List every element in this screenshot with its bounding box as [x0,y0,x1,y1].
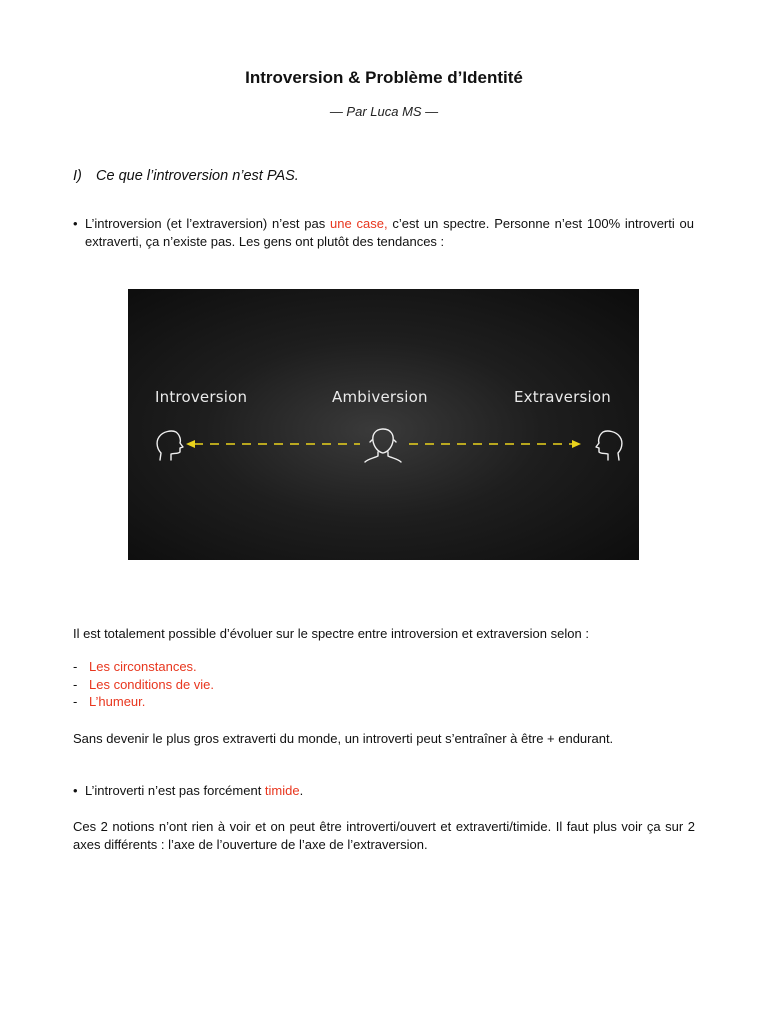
bullet-text-end: . [299,783,304,798]
list-item-label: Les conditions de vie. [89,676,215,692]
list-item-label: Les circonstances. [89,659,197,674]
paragraph-axes: Ces 2 notions n’ont rien à voir et on peut être introverti/ouvert et extraverti/timide. Il faut plus voir ça sur 2 axes différents : l’axe de l’ouverture de l’axe de l’extraversion. [73,819,695,852]
highlight-timide: timide [264,783,300,798]
figure-label-extraversion: Extraversion [514,388,611,406]
section-title: Ce que l’introversion n’est PAS. [96,168,299,184]
figure-label-introversion: Introversion [155,388,248,406]
list-marker: - [73,694,78,709]
bullet-paragraph-timide [73,782,694,800]
spectrum-dashed-arrow [186,440,581,448]
head-profile-left-icon [157,431,183,460]
document-title: Introversion & Problème d’Identité [245,68,523,87]
bullet-text-end: c’est un spectre. Personne n’est 100% introverti ou extraverti, ça n’existe pas. Les gens ont plutôt des tendances : [85,216,695,249]
head-front-icon [365,429,401,462]
paragraph-evolve: Il est totalement possible d’évoluer sur le spectre entre introversion et extraversion selon : [73,626,589,641]
highlight-une-case: une case, [330,216,388,231]
section-heading [73,168,299,184]
spectrum-arrow-graphic [128,289,639,560]
paragraph-endurance: Sans devenir le plus gros extraverti du monde, un introverti peut s’entraîner à être + endurant. [73,731,614,746]
section-number: I) [73,168,82,184]
bullet-marker: • [73,216,78,231]
bullet-text-start: L’introversion (et l’extraversion) n’est pas [85,216,331,231]
bullet-marker: • [73,783,78,798]
spectrum-figure [128,289,639,560]
list-marker: - [73,676,78,692]
figure-label-ambiversion: Ambiversion [332,388,428,406]
bullet-text-start: L’introverti n’est pas forcément [85,783,265,798]
bullet-paragraph-spectrum [73,215,694,251]
list-item-label: L’humeur. [89,694,146,709]
head-profile-right-icon [596,431,622,460]
document-byline: — Par Luca MS — [329,104,439,119]
list-marker: - [73,659,78,674]
